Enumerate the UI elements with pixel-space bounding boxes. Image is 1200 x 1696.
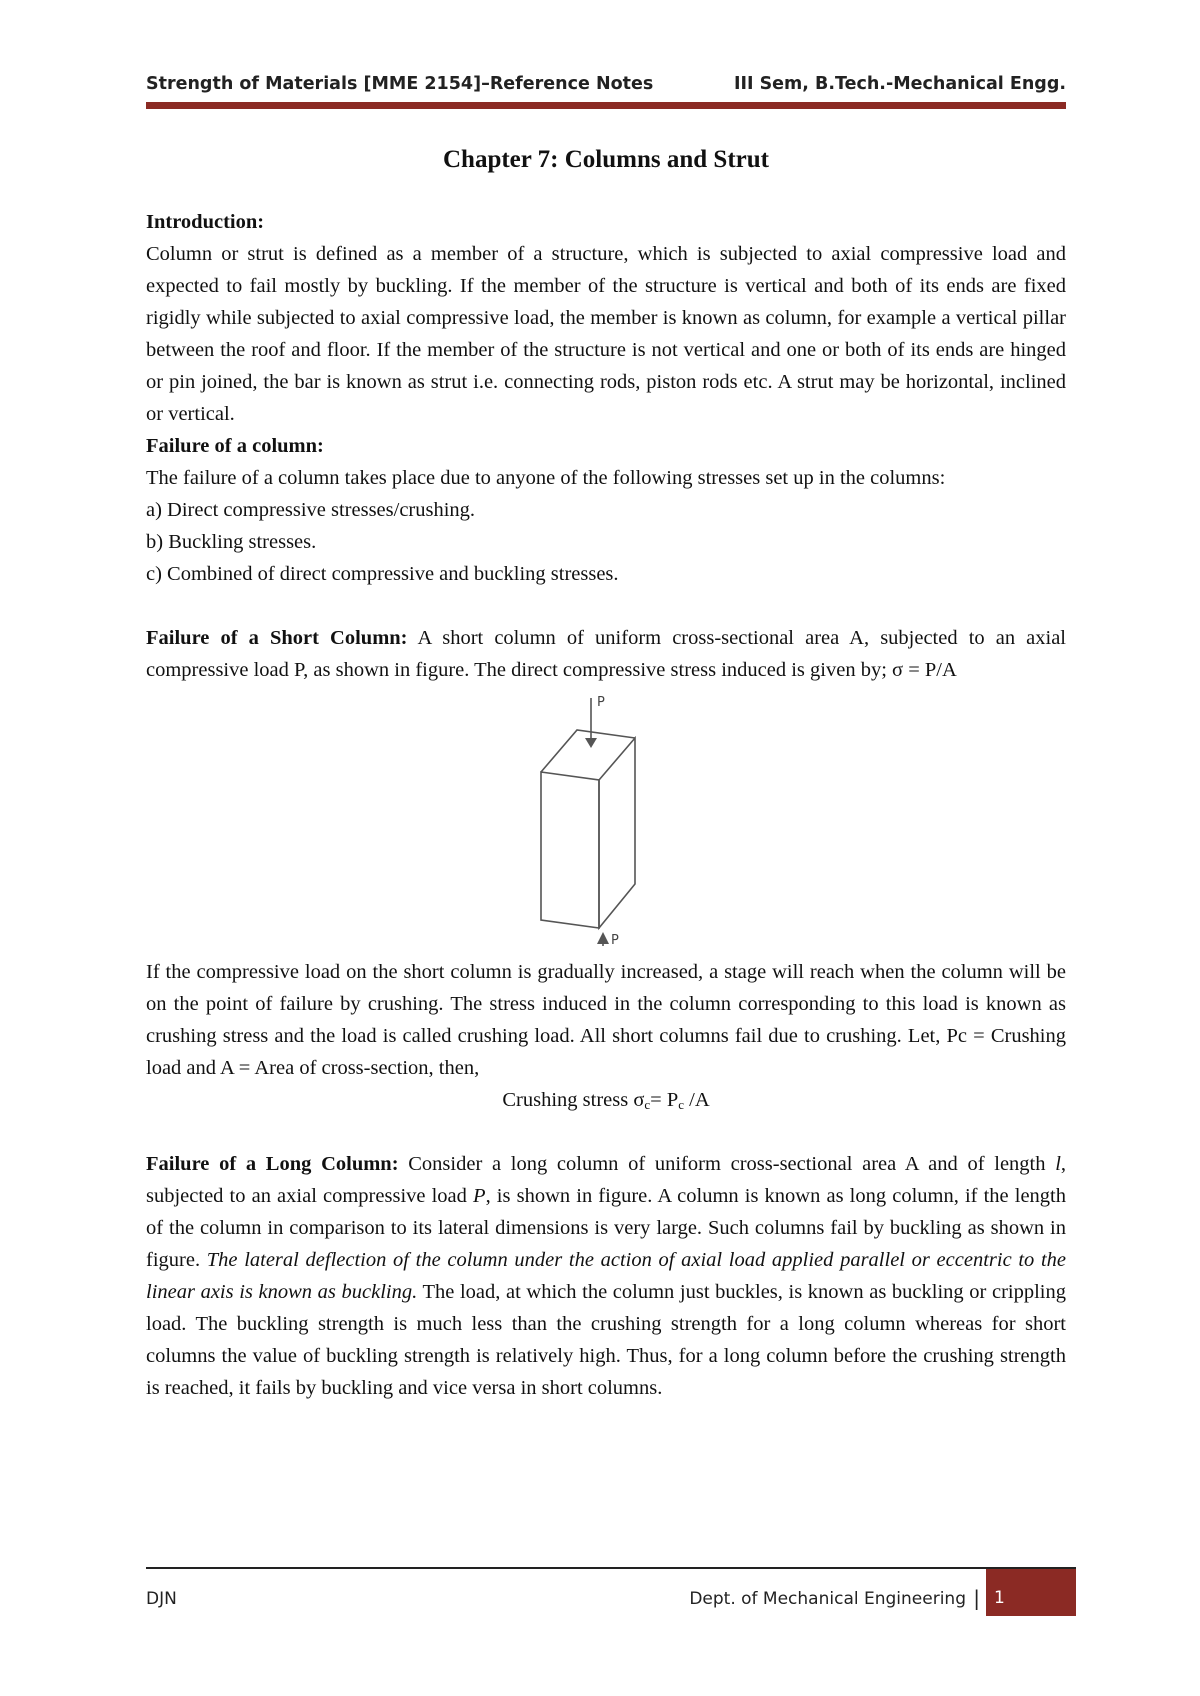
chapter-title: Chapter 7: Columns and Strut [443,146,769,173]
crushing-paragraph: If the compressive load on the short column is gradually increased, a stage will reach when the column will be on the point of failure by crushing. The stress induced in the column corresponding to this load is known as crushing stress and the load is called crushing load. All short columns fail due to crushing. Let, Pc = Crushing load and A = Area of cross-section, then, [146,961,1066,1079]
crushing-stress-formula: Crushing stress $\sigma_c= P_c$ /A [502,1089,710,1112]
header-semester: III Sem, B.Tech.-Mechanical Engg. [733,74,1066,94]
failure-item-a: a) Direct compressive stresses/crushing. [146,499,476,521]
length-variable: l [1055,1153,1061,1175]
short-column-paragraph [146,622,1066,686]
short-column-diagram [531,686,711,946]
page-number: 1 [994,1588,1005,1608]
intro-paragraph: Column or strut is defined as a member of a structure, which is subjected to axial compressive load and expected to fail mostly by buckling. If the member of the structure is vertical and both of its ends are fixed rigidly while subjected to axial compressive load, the member is known as column, for example a vertical pillar between the roof and floor. If the member of the structure is not vertical and one or both of its ends are hinged or pin joined, the bar is known as strut i.e. connecting rods, piston rods etc. A strut may be horizontal, inclined or vertical. [146,243,1066,425]
short-column-figure [146,686,1066,956]
short-column-heading: Failure of a Short Column: [146,627,408,649]
failure-item-c: c) Combined of direct compressive and buckling stresses. [146,563,619,585]
column-top-face [541,730,635,772]
header-course: Strength of Materials [MME 2154]–Reference Notes [146,74,654,94]
load-variable: P [473,1185,486,1207]
short-column-text: A short column of uniform cross-sectional area A, subjected to an axial compressive load P, as shown in figure. The direct compressive stress induced is given by; σ = P/A [146,627,1066,681]
page-header [146,72,1066,109]
long-column-paragraph: Failure of a Long Column: Consider a long column of uniform cross-sectional area A and of length l, subjected to an axial compressive load P, is shown in figure. A column is known as long column, if the length of the column in comparison to its lateral dimensions is very large. Such columns fail by buckling as shown in figure. The lateral deflection of the column under the action of axial load applied parallel or eccentric to the linear axis is known as buckling. The load, at which the column just buckles, is known as buckling or crippling load. The buckling strength is much less than the crushing strength for a long column whereas for short columns the value of buckling strength is relatively high. Thus, for a long column before the crushing strength is reached, it fails by buckling and vice versa in short columns. [146,1153,1067,1399]
intro-heading: Introduction: [146,211,265,233]
bottom-load-label: P [611,933,619,946]
failure-column-paragraph: The failure of a column takes place due to anyone of the following stresses set up in the columns: [146,467,946,489]
page-footer [146,1567,1076,1617]
column-side-face [599,738,635,928]
top-load-label: P [597,695,605,710]
column-front-face [541,772,599,928]
long-column-heading: Failure of a Long Column: [146,1153,399,1175]
page-number-box [986,1569,1076,1616]
footer-separator: | [973,1586,980,1610]
footer-department: Dept. of Mechanical Engineering [689,1589,966,1609]
failure-item-b: b) Buckling stresses. [146,531,317,553]
footer-author: DJN [146,1589,177,1609]
bottom-load-arrowhead [597,932,609,944]
document-body [146,206,1066,1404]
failure-column-heading: Failure of a column: [146,435,324,457]
top-load-arrowhead [585,738,597,748]
buckling-definition: The lateral deflection of the column under the action of axial load applied parallel or eccentric to the linear axis is known as buckling. [146,1249,1067,1303]
